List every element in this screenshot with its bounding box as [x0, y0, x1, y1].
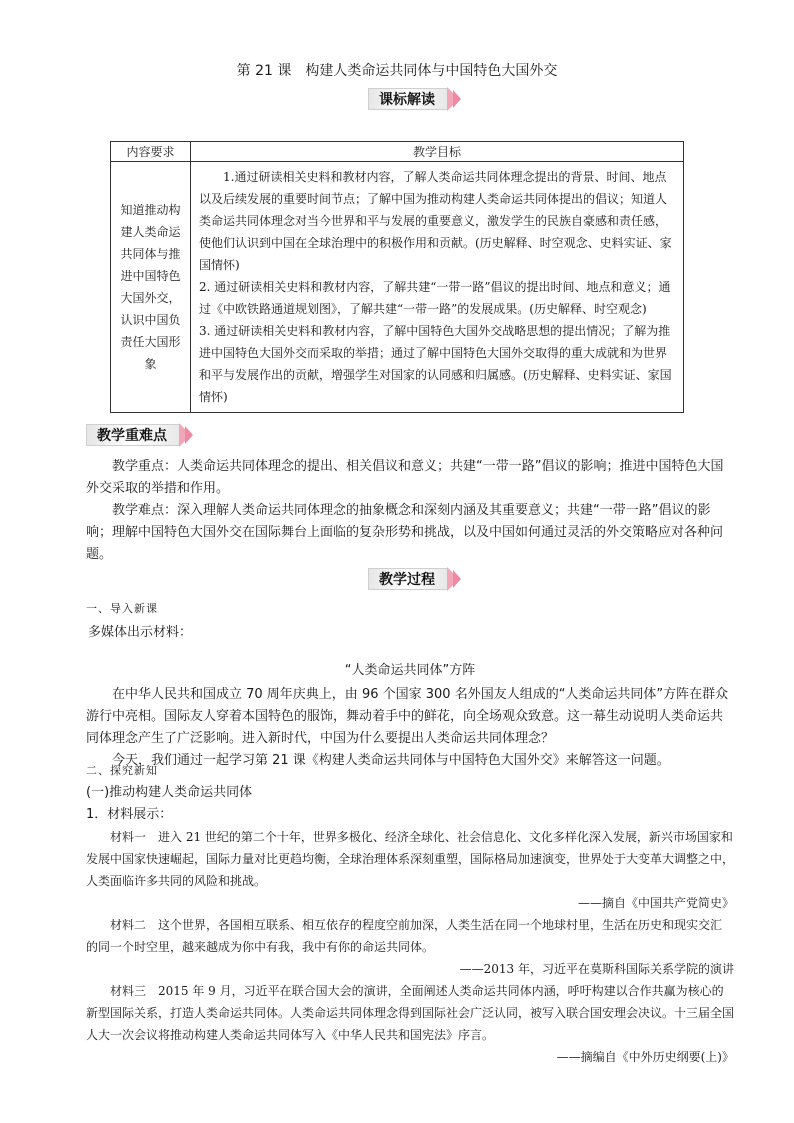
goal-item: 1.通过研读相关史料和教材内容，了解人类命运共同体理念提出的背景、时间、地点以及后续发展的重要时间节点；了解中国为推动构建人类命运共同体提出的倡议；知道人类命运共同体理念对当今世界和平与发展的重要意义，激发学生的民族自豪感和责任感，使他们认识到中国在全球治理中的积极作用和贡献。(历史解释、时空观念、史料实证、家国情怀) — [199, 170, 672, 272]
material-text: 进入 21 世纪的第二个十年，世界多极化、经济全球化、社会信息化、文化多样化深入发展，新兴市场国家和发展中国家快速崛起，国际力量对比更趋均衡，全球治理体系深刻重塑，国际格局加速演变，世界处于大变革大调整之中，人类面临许多共同的风险和挑战。 — [86, 830, 735, 888]
curriculum-table — [110, 141, 684, 413]
explore-block — [86, 760, 734, 1068]
media-label: 多媒体出示材料： — [88, 625, 193, 640]
material-text: 在中华人民共和国成立 70 周年庆典上，由 96 个国家 300 名外国友人组成的“人类命运共同体”方阵在群众游行中亮相。国际友人穿着本国特色的服饰，舞动着手中的鲜花，向全场观众致意。这一幕生动说明人类命运共同体理念产生了广泛影响。进入新时代，中国为什么要提出人类命运共同体理念？ — [86, 687, 729, 746]
material-label: 材料二 — [110, 918, 147, 932]
section-banner-process — [368, 568, 461, 590]
material-text: 这个世界，各国相互联系、相互依存的程度空前加深，人类生活在同一个地球村里，生活在历史和现实交汇的同一个时空里，越来越成为你中有我，我中有你的命运共同体。 — [86, 918, 723, 954]
section-banner-curriculum — [368, 88, 461, 110]
key-points-block — [86, 456, 734, 566]
section-title: 教学过程 — [368, 568, 447, 590]
intro-heading: 一、导入新课 — [86, 602, 158, 615]
intro-material — [86, 660, 734, 772]
arrow-icon — [453, 570, 461, 588]
goal-cell — [191, 162, 684, 413]
table-header-requirement: 内容要求 — [111, 142, 191, 162]
explore-subheading: (一)推动构建人类命运共同体 — [86, 785, 253, 800]
material-source: ——2013 年，习近平在莫斯科国际关系学院的演讲 — [459, 962, 734, 976]
table-header-goal: 教学目标 — [191, 142, 684, 162]
material-source: ——摘编自《中外历史纲要(上)》 — [556, 1050, 734, 1064]
material-two — [86, 914, 734, 958]
material-label: 材料三 — [110, 984, 147, 998]
explore-heading: 二、探究新知 — [86, 764, 158, 777]
lesson-title: 第 21 课 构建人类命运共同体与中国特色大国外交 — [236, 63, 558, 79]
material-one — [86, 826, 734, 892]
teaching-difficulty: 教学难点：深入理解人类命运共同体理念的抽象概念和深刻内涵及其重要意义；共建“一带一路”倡议的影响；理解中国特色大国外交在国际舞台上面临的复杂形势和挑战，以及中国如何通过灵活的外交策略应对各种问题。 — [86, 503, 724, 562]
material-text: 2015 年 9 月，习近平在联合国大会的演讲，全面阐述人类命运共同体内涵，呼吁构建以合作共赢为核心的新型国际关系，打造人类命运共同体。人类命运共同体理念得到国际社会广泛认同，被写入联合国安理会决议。十三届全国人大一次会议将推动构建人类命运共同体写入《中华人民共和国宪法》序言。 — [86, 984, 735, 1042]
arrow-icon — [453, 90, 461, 108]
requirement-cell: 知道推动构建人类命运共同体与推进中国特色大国外交，认识中国负责任大国形象 — [111, 162, 191, 413]
section-title: 课标解读 — [368, 88, 447, 110]
section-title: 教学重难点 — [86, 424, 179, 446]
material-label: 材料一 — [110, 830, 147, 844]
teaching-focus: 教学重点：人类命运共同体理念的提出、相关倡议和意义；共建“一带一路”倡议的影响；推进中国特色大国外交采取的举措和作用。 — [86, 459, 724, 496]
materials-label: 1．材料展示： — [86, 807, 173, 822]
goal-item: 2. 通过研读相关史料和教材内容，了解共建“一带一路”倡议的提出时间、地点和意义；通过《中欧铁路通道规划图》，了解共建“一带一路”的发展成果。(历史解释、时空观念) — [199, 280, 671, 316]
section-banner-key-points — [86, 424, 193, 446]
arrow-icon — [185, 426, 193, 444]
goal-item: 3. 通过研读相关史料和教材内容，了解中国特色大国外交战略思想的提出情况；了解为推进中国特色大国外交而采取的举措；通过了解中国特色大国外交取得的重大成就和为世界和平与发展作出的贡献，增强学生对国家的认同感和归属感。(历史解释、史料实证、家国情怀) — [199, 324, 672, 404]
material-three — [86, 980, 734, 1046]
material-title: “人类命运共同体”方阵 — [344, 663, 476, 678]
intro-block — [86, 598, 734, 644]
material-source: ——摘自《中国共产党简史》 — [577, 896, 734, 910]
lesson-lead: 今天，我们通过一起学习第 21 课《构建人类命运共同体与中国特色大国外交》来解答这一问题。 — [112, 753, 670, 768]
